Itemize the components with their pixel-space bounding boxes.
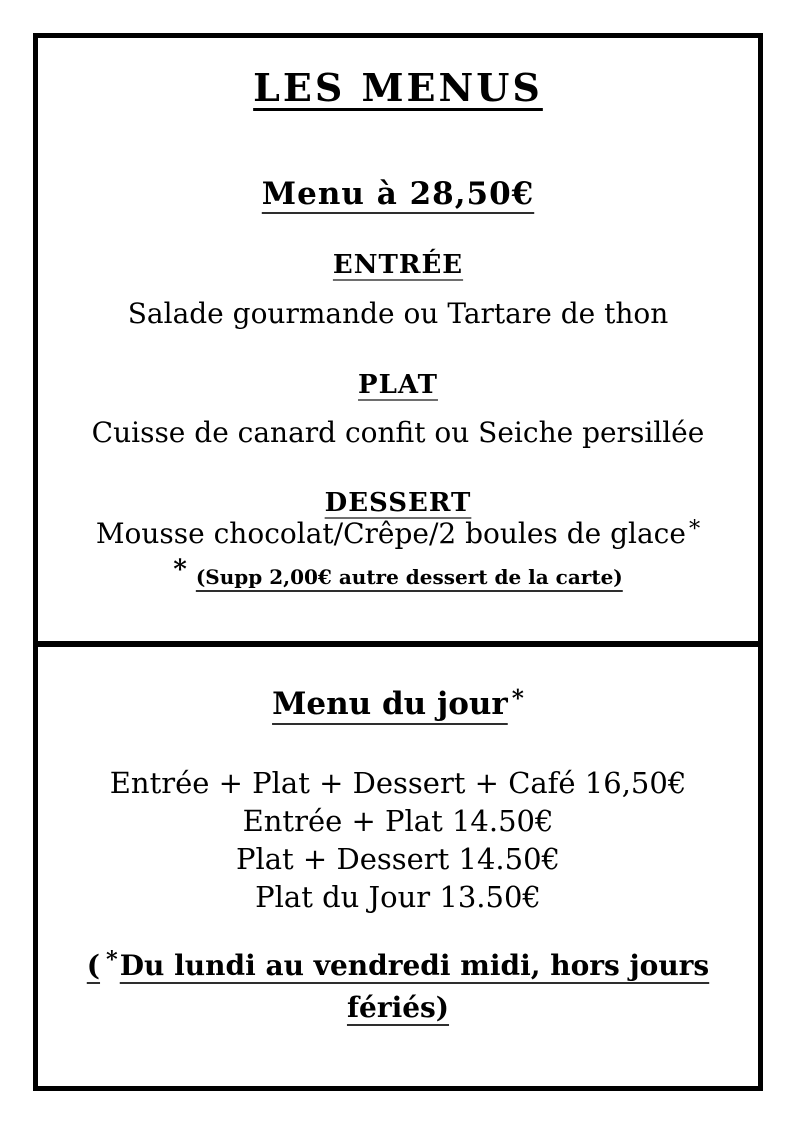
course-label-entree: ENTRÉE xyxy=(332,250,464,280)
supplement-asterisk: * xyxy=(173,555,187,585)
course-items-plat: Cuisse de canard confit ou Seiche persillée xyxy=(91,416,705,449)
course-items-dessert xyxy=(38,516,758,550)
validity-open-paren: ( xyxy=(86,949,101,982)
daily-menu-options xyxy=(38,764,758,916)
course-label-plat: PLAT xyxy=(358,370,438,400)
section-divider xyxy=(38,641,758,647)
validity-note-text: Du lundi au vendredi midi, hors jours fériés) xyxy=(119,949,710,1024)
supplement-note-text: (Supp 2,00€ autre dessert de la carte) xyxy=(195,565,623,589)
daily-menu-heading-text: Menu du jour xyxy=(272,686,508,722)
course-items-entree: Salade gourmande ou Tartare de thon xyxy=(127,297,669,330)
validity-asterisk: * xyxy=(106,947,118,974)
daily-menu-asterisk: * xyxy=(511,684,524,712)
daily-menu-heading xyxy=(38,684,758,722)
dessert-items-text: Mousse chocolat/Crêpe/2 boules de glace xyxy=(95,517,686,550)
fixed-menu-heading: Menu à 28,50€ xyxy=(261,176,535,212)
course-label-dessert: DESSERT xyxy=(324,488,472,518)
menu-option-entree-plat: Entrée + Plat 14.50€ xyxy=(242,804,554,838)
dessert-asterisk: * xyxy=(688,516,701,543)
page-title: LES MENUS xyxy=(253,65,543,110)
menu-option-full: Entrée + Plat + Dessert + Café 16,50€ xyxy=(109,766,687,800)
menu-option-plat-du-jour: Plat du Jour 13.50€ xyxy=(255,880,541,914)
validity-note xyxy=(66,946,730,1028)
supplement-note xyxy=(38,555,758,589)
menu-frame xyxy=(33,33,763,1091)
menu-option-plat-dessert: Plat + Dessert 14.50€ xyxy=(235,842,560,876)
